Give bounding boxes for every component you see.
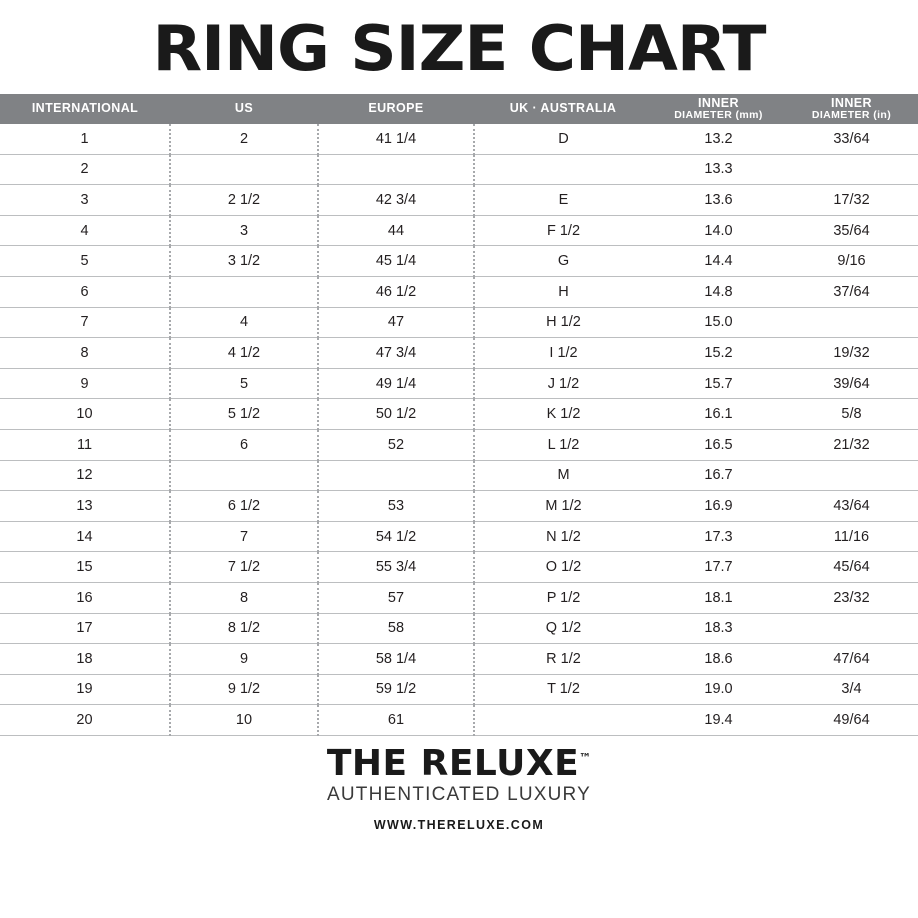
table-header-row (0, 94, 918, 124)
cell-diameter-in (785, 307, 918, 338)
cell-international: 18 (0, 644, 170, 675)
table-row (0, 491, 918, 522)
cell-us: 6 (170, 429, 318, 460)
cell-diameter-in: 17/32 (785, 185, 918, 216)
table-row (0, 124, 918, 154)
cell-uk-australia (474, 154, 652, 185)
cell-diameter-in: 45/64 (785, 552, 918, 583)
cell-europe: 57 (318, 582, 474, 613)
column-header-inner-diameter-in-label: INNER (831, 95, 872, 110)
cell-us: 3 (170, 215, 318, 246)
table-row (0, 460, 918, 491)
cell-europe (318, 460, 474, 491)
cell-diameter-mm: 13.6 (652, 185, 785, 216)
cell-international: 15 (0, 552, 170, 583)
cell-europe: 41 1/4 (318, 124, 474, 154)
table-row (0, 368, 918, 399)
cell-europe: 52 (318, 429, 474, 460)
cell-us: 8 (170, 582, 318, 613)
cell-diameter-in: 49/64 (785, 705, 918, 736)
cell-europe: 55 3/4 (318, 552, 474, 583)
cell-diameter-mm: 13.2 (652, 124, 785, 154)
cell-europe: 46 1/2 (318, 276, 474, 307)
column-header-inner-diameter-in-sub: DIAMETER (in) (811, 109, 892, 122)
cell-diameter-in (785, 613, 918, 644)
cell-international: 19 (0, 674, 170, 705)
cell-diameter-mm: 18.3 (652, 613, 785, 644)
cell-diameter-mm: 17.3 (652, 521, 785, 552)
cell-uk-australia: M (474, 460, 652, 491)
table-row (0, 705, 918, 736)
cell-us (170, 460, 318, 491)
table-row (0, 338, 918, 369)
cell-diameter-in (785, 460, 918, 491)
cell-diameter-in: 11/16 (785, 521, 918, 552)
table-row (0, 307, 918, 338)
cell-diameter-mm: 19.0 (652, 674, 785, 705)
cell-uk-australia: E (474, 185, 652, 216)
cell-international: 16 (0, 582, 170, 613)
cell-diameter-in (785, 154, 918, 185)
cell-europe: 53 (318, 491, 474, 522)
cell-diameter-in: 47/64 (785, 644, 918, 675)
cell-diameter-mm: 13.3 (652, 154, 785, 185)
table-header (0, 94, 918, 124)
brand-tagline: AUTHENTICATED LUXURY (327, 783, 591, 805)
column-header-uk-australia-label: UK · AUSTRALIA (509, 101, 617, 116)
cell-uk-australia: I 1/2 (474, 338, 652, 369)
column-header-inner-diameter-mm-label: INNER (698, 95, 739, 110)
cell-diameter-mm: 14.0 (652, 215, 785, 246)
cell-europe: 58 1/4 (318, 644, 474, 675)
column-header-inner-diameter-mm-sub: DIAMETER (mm) (674, 109, 763, 122)
cell-us: 3 1/2 (170, 246, 318, 277)
cell-diameter-in: 33/64 (785, 124, 918, 154)
cell-uk-australia: M 1/2 (474, 491, 652, 522)
cell-international: 5 (0, 246, 170, 277)
cell-diameter-mm: 14.4 (652, 246, 785, 277)
cell-diameter-in: 3/4 (785, 674, 918, 705)
column-header-international (0, 94, 170, 124)
table-row (0, 644, 918, 675)
cell-diameter-mm: 16.5 (652, 429, 785, 460)
column-header-inner-diameter-mm (652, 94, 785, 124)
cell-uk-australia: N 1/2 (474, 521, 652, 552)
cell-diameter-mm: 17.7 (652, 552, 785, 583)
cell-uk-australia: Q 1/2 (474, 613, 652, 644)
cell-international: 2 (0, 154, 170, 185)
page-title: RING SIZE CHART (152, 12, 766, 85)
column-header-uk-australia (474, 94, 652, 124)
table-row (0, 613, 918, 644)
cell-us (170, 276, 318, 307)
cell-europe: 59 1/2 (318, 674, 474, 705)
column-header-inner-diameter-in (785, 94, 918, 124)
brand-logo (326, 742, 592, 784)
cell-us: 2 1/2 (170, 185, 318, 216)
cell-europe: 42 3/4 (318, 185, 474, 216)
column-header-us-label: US (234, 101, 254, 116)
cell-diameter-mm: 15.7 (652, 368, 785, 399)
cell-europe: 47 3/4 (318, 338, 474, 369)
cell-uk-australia: H 1/2 (474, 307, 652, 338)
cell-europe: 61 (318, 705, 474, 736)
cell-uk-australia: P 1/2 (474, 582, 652, 613)
cell-us: 4 (170, 307, 318, 338)
cell-diameter-mm: 15.0 (652, 307, 785, 338)
cell-international: 7 (0, 307, 170, 338)
cell-international: 8 (0, 338, 170, 369)
cell-diameter-mm: 18.1 (652, 582, 785, 613)
cell-europe: 50 1/2 (318, 399, 474, 430)
cell-us: 5 1/2 (170, 399, 318, 430)
cell-us: 9 (170, 644, 318, 675)
cell-uk-australia: T 1/2 (474, 674, 652, 705)
table-row (0, 582, 918, 613)
cell-europe: 54 1/2 (318, 521, 474, 552)
cell-international: 17 (0, 613, 170, 644)
table-row (0, 399, 918, 430)
cell-diameter-in: 43/64 (785, 491, 918, 522)
cell-europe: 58 (318, 613, 474, 644)
cell-uk-australia: G (474, 246, 652, 277)
cell-diameter-mm: 19.4 (652, 705, 785, 736)
cell-diameter-in: 39/64 (785, 368, 918, 399)
cell-us: 5 (170, 368, 318, 399)
cell-diameter-in: 19/32 (785, 338, 918, 369)
column-header-international-label: INTERNATIONAL (31, 101, 139, 116)
cell-europe: 49 1/4 (318, 368, 474, 399)
cell-uk-australia: R 1/2 (474, 644, 652, 675)
cell-international: 4 (0, 215, 170, 246)
brand-name: THE RELUXE (326, 742, 580, 784)
trademark-symbol: ™ (579, 750, 592, 765)
cell-international: 12 (0, 460, 170, 491)
table-row (0, 674, 918, 705)
cell-europe (318, 154, 474, 185)
column-header-europe (318, 94, 474, 124)
cell-diameter-mm: 14.8 (652, 276, 785, 307)
cell-international: 20 (0, 705, 170, 736)
table-row (0, 185, 918, 216)
cell-diameter-in: 23/32 (785, 582, 918, 613)
cell-international: 14 (0, 521, 170, 552)
cell-uk-australia: J 1/2 (474, 368, 652, 399)
table-body (0, 124, 918, 735)
cell-diameter-mm: 16.1 (652, 399, 785, 430)
cell-diameter-in: 9/16 (785, 246, 918, 277)
cell-diameter-mm: 18.6 (652, 644, 785, 675)
table-row (0, 215, 918, 246)
cell-us: 2 (170, 124, 318, 154)
cell-europe: 45 1/4 (318, 246, 474, 277)
ring-size-table (0, 94, 918, 736)
table-row (0, 246, 918, 277)
cell-us (170, 154, 318, 185)
column-header-europe-label: EUROPE (368, 101, 424, 116)
cell-uk-australia: F 1/2 (474, 215, 652, 246)
cell-international: 11 (0, 429, 170, 460)
cell-uk-australia: D (474, 124, 652, 154)
cell-diameter-mm: 16.9 (652, 491, 785, 522)
cell-us: 7 1/2 (170, 552, 318, 583)
cell-international: 13 (0, 491, 170, 522)
cell-diameter-in: 37/64 (785, 276, 918, 307)
website-url: WWW.THERELUXE.COM (373, 817, 545, 832)
table-row (0, 521, 918, 552)
table-row (0, 429, 918, 460)
cell-us: 6 1/2 (170, 491, 318, 522)
cell-diameter-in: 35/64 (785, 215, 918, 246)
cell-uk-australia: H (474, 276, 652, 307)
cell-us: 9 1/2 (170, 674, 318, 705)
cell-diameter-mm: 15.2 (652, 338, 785, 369)
cell-us: 8 1/2 (170, 613, 318, 644)
cell-us: 4 1/2 (170, 338, 318, 369)
cell-us: 7 (170, 521, 318, 552)
table-row (0, 552, 918, 583)
column-header-us (170, 94, 318, 124)
cell-international: 1 (0, 124, 170, 154)
cell-international: 9 (0, 368, 170, 399)
cell-international: 6 (0, 276, 170, 307)
cell-uk-australia: O 1/2 (474, 552, 652, 583)
cell-europe: 44 (318, 215, 474, 246)
table-row (0, 154, 918, 185)
footer (0, 742, 918, 832)
cell-international: 10 (0, 399, 170, 430)
cell-diameter-in: 5/8 (785, 399, 918, 430)
cell-diameter-mm: 16.7 (652, 460, 785, 491)
table-row (0, 276, 918, 307)
cell-europe: 47 (318, 307, 474, 338)
cell-us: 10 (170, 705, 318, 736)
cell-international: 3 (0, 185, 170, 216)
cell-diameter-in: 21/32 (785, 429, 918, 460)
cell-uk-australia: K 1/2 (474, 399, 652, 430)
cell-uk-australia: L 1/2 (474, 429, 652, 460)
cell-uk-australia (474, 705, 652, 736)
